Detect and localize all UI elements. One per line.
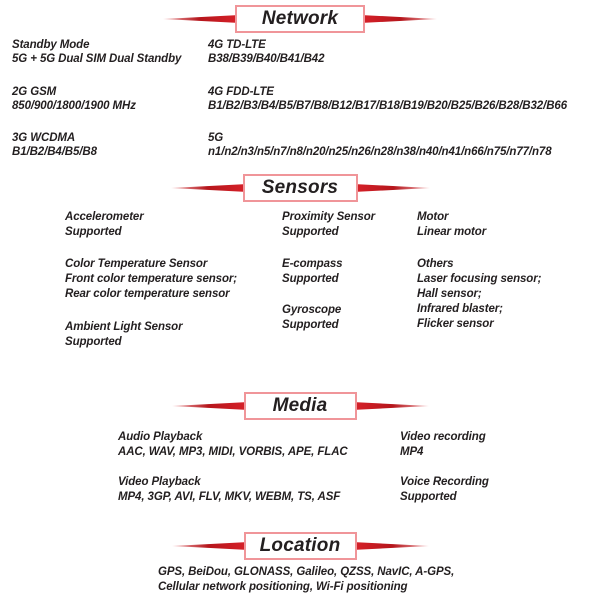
section-header-media	[0, 392, 600, 420]
red-arrow-right-icon	[357, 541, 429, 551]
spec-group-4g-td-lte	[208, 38, 324, 66]
section-title: Media	[272, 395, 328, 416]
red-arrow-left-icon	[171, 183, 243, 193]
spec-value: Rear color temperature sensor	[65, 288, 230, 300]
spec-group-standby-mode	[12, 38, 181, 66]
spec-group-video-playback	[118, 475, 340, 505]
spec-label: Video recording	[400, 431, 486, 443]
spec-label: Ambient Light Sensor	[65, 321, 183, 333]
red-arrow-right-icon	[358, 183, 430, 193]
spec-label: Video Playback	[118, 476, 201, 488]
spec-label: Standby Mode	[12, 39, 90, 51]
spec-value: Supported	[65, 336, 122, 348]
spec-value: Front color temperature sensor;	[65, 273, 237, 285]
section-title-box	[244, 392, 357, 420]
spec-value: Supported	[282, 226, 339, 238]
spec-value: 850/900/1800/1900 MHz	[12, 100, 136, 112]
spec-label: 4G FDD-LTE	[208, 86, 274, 98]
spec-label: Voice Recording	[400, 476, 489, 488]
spec-group-accelerometer	[65, 210, 144, 240]
spec-label: Accelerometer	[65, 211, 144, 223]
spec-value: 5G + 5G Dual SIM Dual Standby	[12, 53, 182, 65]
red-arrow-right-icon	[365, 14, 437, 24]
spec-value: B38/B39/B40/B41/B42	[208, 53, 325, 65]
spec-label: Proximity Sensor	[282, 211, 375, 223]
spec-group-audio-playback	[118, 430, 348, 460]
red-arrow-left-icon	[172, 401, 244, 411]
spec-group-gyroscope	[282, 303, 341, 333]
spec-group-others	[417, 257, 541, 332]
section-title: Location	[259, 535, 341, 556]
spec-value: Supported	[400, 491, 457, 503]
red-arrow-left-icon	[172, 541, 244, 551]
section-title: Sensors	[261, 177, 339, 198]
spec-label: 5G	[208, 132, 224, 144]
spec-group-e-compass	[282, 257, 342, 287]
section-header-network	[0, 5, 600, 33]
spec-group-3g-wcdma	[12, 131, 97, 159]
spec-value: MP4, 3GP, AVI, FLV, MKV, WEBM, TS, ASF	[118, 491, 341, 503]
spec-value: n1/n2/n3/n5/n7/n8/n20/n25/n26/n28/n38/n40/n41/n66/n75/n77/n78	[208, 146, 552, 158]
spec-value: GPS, BeiDou, GLONASS, Galileo, QZSS, NavIC, A-GPS,	[158, 566, 455, 578]
spec-value: B1/B2/B4/B5/B8	[12, 146, 97, 158]
spec-value: Supported	[282, 319, 339, 331]
section-title-box	[243, 174, 358, 202]
spec-group-2g-gsm	[12, 85, 136, 113]
spec-label: Others	[417, 258, 454, 270]
section-header-location	[0, 532, 600, 560]
spec-value: Laser focusing sensor;	[417, 273, 542, 285]
spec-value: Supported	[282, 273, 339, 285]
spec-value: AAC, WAV, MP3, MIDI, VORBIS, APE, FLAC	[118, 446, 348, 458]
spec-group-ambient-light-sensor	[65, 320, 182, 350]
spec-value: Infrared blaster;	[417, 303, 503, 315]
spec-group-color-temperature-sensor	[65, 257, 237, 302]
spec-group-4g-fdd-lte	[208, 85, 567, 113]
spec-label: Audio Playback	[118, 431, 203, 443]
red-arrow-right-icon	[357, 401, 429, 411]
spec-value: Flicker sensor	[417, 318, 494, 330]
spec-value: B1/B2/B3/B4/B5/B7/B8/B12/B17/B18/B19/B20/B25/B26/B28/B32/B66	[208, 100, 567, 112]
spec-group-proximity-sensor	[282, 210, 375, 240]
spec-label: Motor	[417, 211, 449, 223]
spec-group-positioning	[158, 565, 454, 595]
spec-group-motor	[417, 210, 486, 240]
section-title: Network	[261, 8, 339, 29]
spec-group-voice-recording	[400, 475, 489, 505]
spec-label: 4G TD-LTE	[208, 39, 266, 51]
spec-label: E-compass	[282, 258, 343, 270]
spec-label: Color Temperature Sensor	[65, 258, 208, 270]
spec-label: 2G GSM	[12, 86, 57, 98]
spec-group-5g	[208, 131, 552, 159]
spec-value: Hall sensor;	[417, 288, 482, 300]
red-arrow-left-icon	[163, 14, 235, 24]
section-title-box	[235, 5, 365, 33]
spec-value: Supported	[65, 226, 122, 238]
spec-group-video-recording	[400, 430, 486, 460]
spec-value: Linear motor	[417, 226, 487, 238]
spec-value: Cellular network positioning, Wi-Fi positioning	[158, 581, 408, 593]
spec-label: Gyroscope	[282, 304, 342, 316]
spec-label: 3G WCDMA	[12, 132, 76, 144]
section-title-box	[244, 532, 357, 560]
section-header-sensors	[0, 174, 600, 202]
spec-value: MP4	[400, 446, 424, 458]
